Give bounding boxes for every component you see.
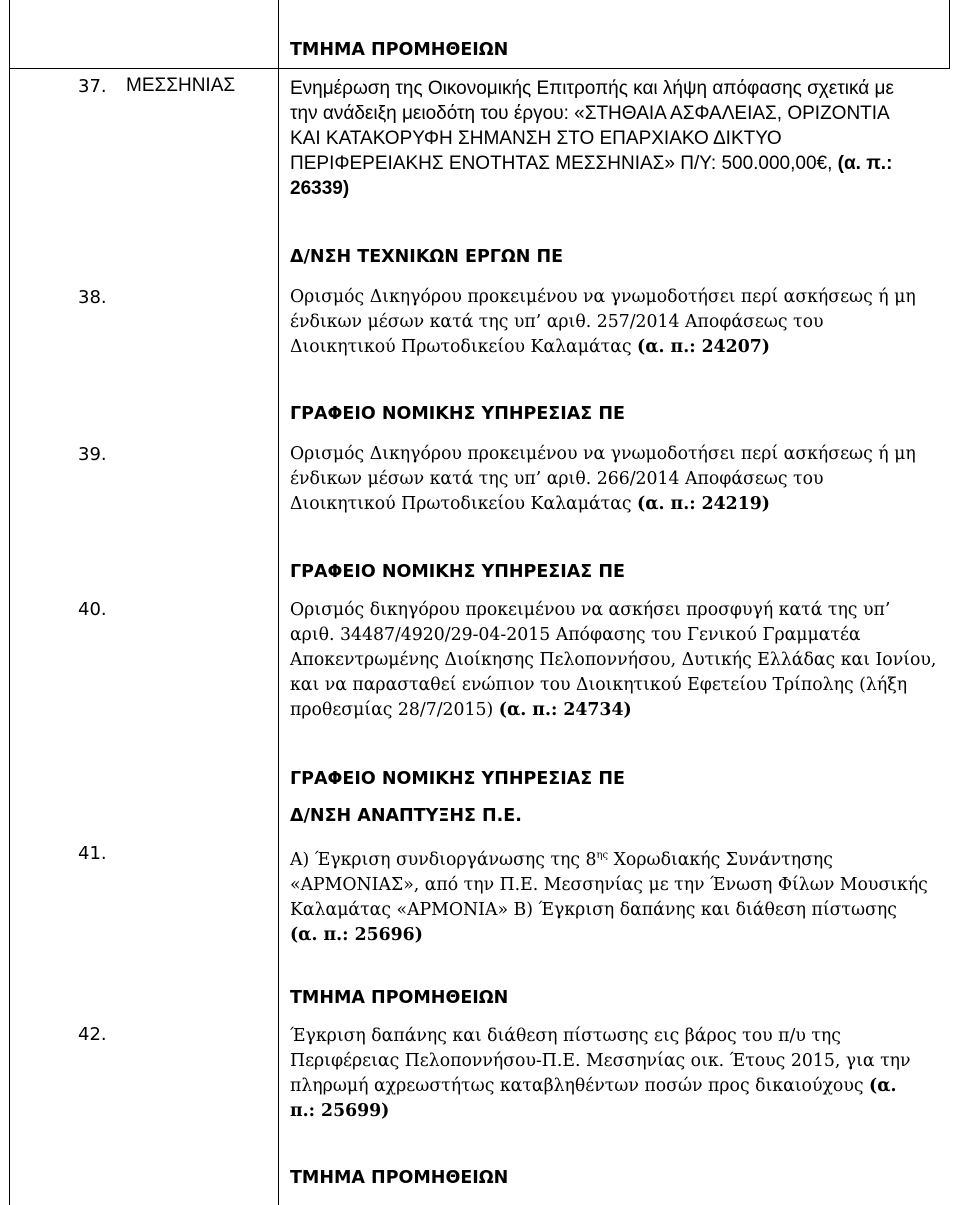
item-42-description — [290, 1024, 950, 1124]
text-span: Διοικητικού Πρωτοδικείου Καλαμάτας — [290, 494, 632, 514]
text-line — [290, 843, 950, 873]
text-line: ΚΑΙ ΚΑΤΑΚΟΡΥΦΗ ΣΗΜΑΝΣΗ ΣΤΟ ΕΠΑΡΧΙΑΚΟ ΔΙΚΤΥΟ — [290, 128, 782, 149]
department-heading: Δ/ΝΣΗ ΑΝΑΠΤΥΞΗΣ Π.Ε. — [290, 806, 522, 826]
text-line: Ορισμός Δικηγόρου προκειμένου να γνωμοδοτήσει περί ασκήσεως ή μη — [290, 287, 916, 307]
department-heading: ΤΜΗΜΑ ΠΡΟΜΗΘΕΙΩΝ — [290, 40, 509, 60]
text-line: Περιφέρειας Πελοποννήσου-Π.Ε. Μεσσηνίας οικ. Έτους 2015, για την — [290, 1051, 911, 1071]
text-line: και να παρασταθεί ενώπιον του Διοικητικού Εφετείου Τρίπολης (λήξη — [290, 675, 908, 695]
protocol-reference: (α. π.: 24734) — [498, 700, 632, 720]
item-37-description — [290, 76, 950, 201]
ordinal-suffix: ης — [596, 850, 609, 861]
text-span: προθεσμίας 28/7/2015) — [290, 700, 494, 720]
item-number: 37. — [78, 76, 107, 97]
text-line — [290, 151, 950, 176]
region-label: ΜΕΣΣΗΝΙΑΣ — [126, 75, 236, 96]
table-border-mid — [278, 0, 279, 1205]
text-span: πληρωμή αχρεωστήτως καταβληθέντων ποσών προς δικαιούχους — [290, 1076, 864, 1096]
department-heading: ΓΡΑΦΕΙΟ ΝΟΜΙΚΗΣ ΥΠΗΡΕΣΙΑΣ ΠΕ — [290, 562, 625, 582]
text-line: Έγκριση δαπάνης και διάθεση πίστωσης εις βάρος του π/υ της — [290, 1026, 841, 1046]
department-heading: Δ/ΝΣΗ ΤΕΧΝΙΚΩΝ ΕΡΓΩΝ ΠΕ — [290, 247, 564, 267]
item-38-description — [290, 285, 950, 360]
text-line: Ορισμός δικηγόρου προκειμένου να ασκήσει προσφυγή κατά της υπ’ — [290, 600, 891, 620]
protocol-reference: π.: 25699) — [290, 1101, 390, 1121]
table-border-left — [9, 0, 10, 1205]
text-line — [290, 492, 950, 517]
department-heading: ΓΡΑΦΕΙΟ ΝΟΜΙΚΗΣ ΥΠΗΡΕΣΙΑΣ ΠΕ — [290, 769, 625, 789]
item-39-description — [290, 442, 950, 517]
text-line: ένδικων μέσων κατά της υπ’ αριθ. 257/2014 Αποφάσεως του — [290, 312, 824, 332]
text-line: Καλαμάτας «ΑΡΜΟΝΙΑ» Β) Έγκριση δαπάνης και διάθεση πίστωσης — [290, 899, 897, 920]
text-span: Χορωδιακής Συνάντησης — [608, 849, 833, 870]
text-line: Αποκεντρωμένης Διοίκησης Πελοποννήσου, Δυτικής Ελλάδας και Ιονίου, — [290, 650, 937, 670]
department-heading: ΤΜΗΜΑ ΠΡΟΜΗΘΕΙΩΝ — [290, 988, 509, 1008]
table-row-separator — [9, 68, 950, 69]
item-number: 39. — [78, 444, 107, 465]
text-line: την ανάδειξη μειοδότη του έργου: «ΣΤΗΘΑΙΑ ΑΣΦΑΛΕΙΑΣ, ΟΡΙΖΟΝΤΙΑ — [290, 103, 890, 124]
text-line — [290, 698, 950, 723]
text-span: Α) Έγκριση συνδιοργάνωσης της 8 — [290, 849, 597, 870]
protocol-reference: 26339) — [290, 178, 350, 199]
protocol-reference: (α. π.: 24219) — [637, 494, 770, 514]
text-span: Διοικητικού Πρωτοδικείου Καλαμάτας — [290, 337, 632, 357]
text-line: Ορισμός Δικηγόρου προκειμένου να γνωμοδοτήσει περί ασκήσεως ή μη — [290, 444, 916, 464]
text-span: ΠΕΡΙΦΕΡΕΙΑΚΗΣ ΕΝΟΤΗΤΑΣ ΜΕΣΣΗΝΙΑΣ» Π/Υ: 500.000,00€, — [290, 153, 833, 174]
text-line: αριθ. 34487/4920/29-04-2015 Απόφασης του Γενικού Γραμματέα — [290, 625, 861, 645]
item-41-description — [290, 843, 950, 948]
text-line — [290, 335, 950, 360]
department-heading: ΓΡΑΦΕΙΟ ΝΟΜΙΚΗΣ ΥΠΗΡΕΣΙΑΣ ΠΕ — [290, 404, 625, 424]
text-line: Ενημέρωση της Οικονομικής Επιτροπής και λήψη απόφασης σχετικά με — [290, 78, 894, 99]
item-number: 42. — [78, 1024, 107, 1045]
text-line: «ΑΡΜΟΝΙΑΣ», από την Π.Ε. Μεσσηνίας με την Ένωση Φίλων Μουσικής — [290, 874, 928, 895]
table-border-right — [949, 0, 950, 68]
protocol-reference: (α. π.: — [837, 153, 893, 174]
item-40-description — [290, 598, 950, 723]
text-line — [290, 1074, 950, 1099]
item-number: 41. — [78, 843, 107, 864]
item-number: 38. — [78, 287, 107, 308]
protocol-reference: (α. — [869, 1076, 897, 1096]
department-heading: ΤΜΗΜΑ ΠΡΟΜΗΘΕΙΩΝ — [290, 1168, 509, 1188]
text-line: ένδικων μέσων κατά της υπ’ αριθ. 266/2014 Αποφάσεως του — [290, 469, 824, 489]
protocol-reference: (α. π.: 25696) — [290, 924, 423, 945]
item-number: 40. — [78, 599, 107, 620]
protocol-reference: (α. π.: 24207) — [637, 337, 770, 357]
